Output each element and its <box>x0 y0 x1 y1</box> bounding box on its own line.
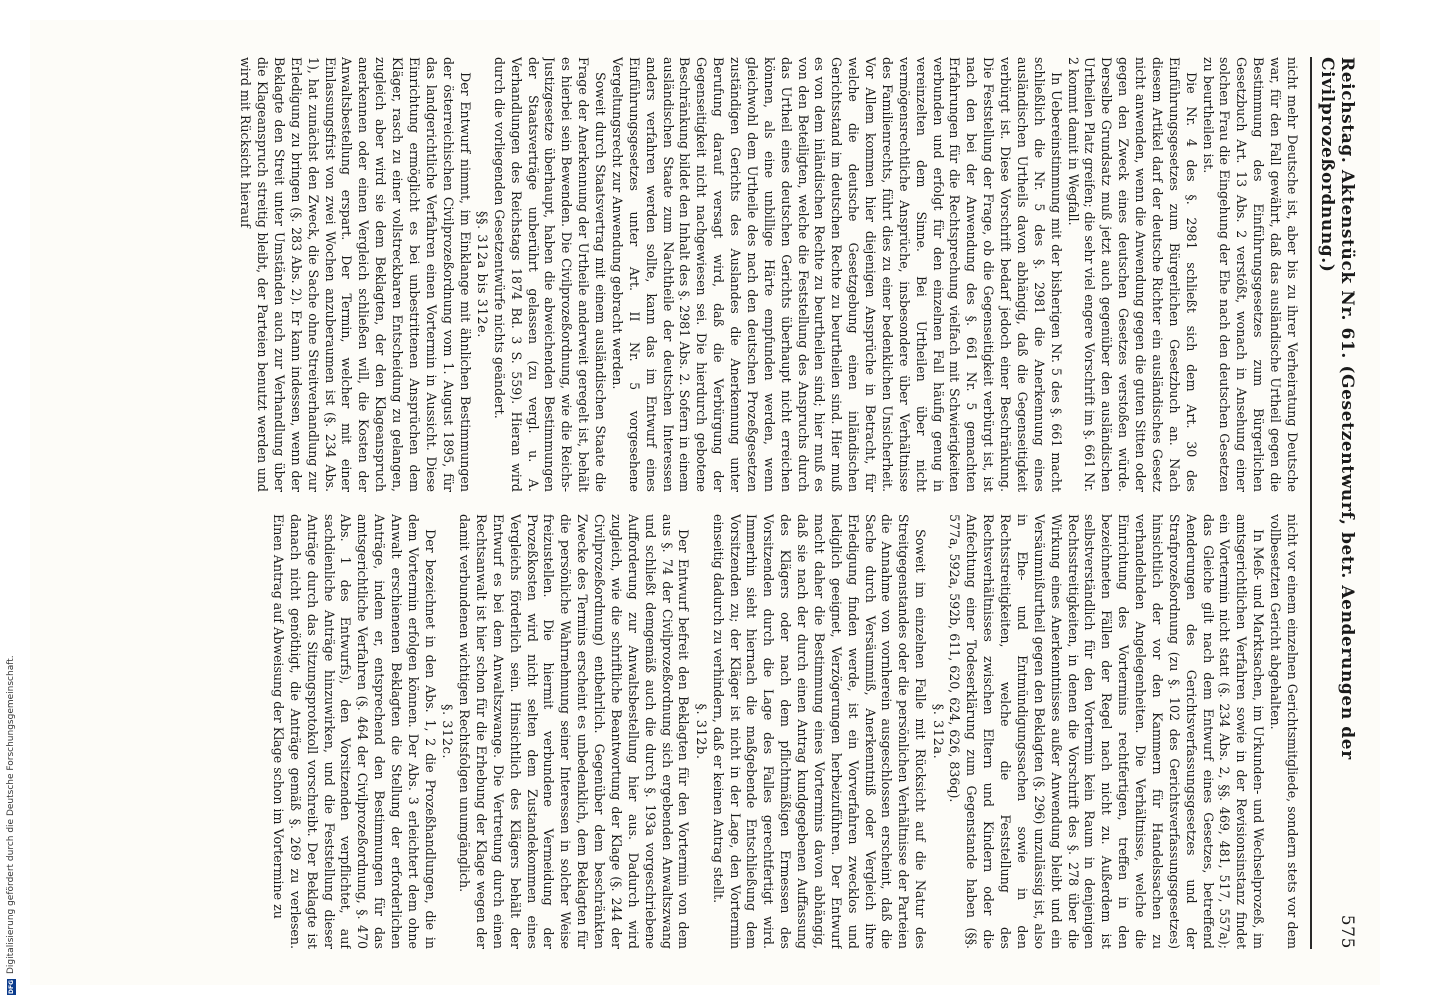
page-number: 575 <box>1337 914 1357 949</box>
scanned-page <box>30 20 1380 985</box>
right-column-section-heading: §. 312b. <box>692 702 708 760</box>
dfg-logo-icon: DFG <box>7 980 15 995</box>
left-column-paragraph: Soweit durch Staatsvertrag mit einem ausländischen Staate die Frage der Anerkennung der Urtheile anderweit geregelt ist, behält es hierbei sein Bewenden. Die Civilprozeßordnung, wie die Reichs-Justizgesetze überhaupt, haben die abweichenden Bestimmungen der Staatsverträge unberührt gelassen (zu vergl. u. A. Verhandlungen des Reichstags 1874 Bd. 3 S. 559). Hieran wird durch die vorliegenden Gesetzentwürfe nichts geändert. <box>491 56 609 492</box>
footer-credit <box>6 655 16 995</box>
left-column-paragraph: Die Nr. 4 des §. 2981 schließt sich dem Art. 30 des Einführungsgesetzes zum Bürgerlichen Gesetzbuch an. Nach diesem Artikel darf der deutsche Richter ein ausländisches Gesetz nicht anwenden, wenn die Anwendung gegen die guten Sitten oder gegen den Zweck eines deutschen Gesetzes verstoßen würde. Derselbe Grundsatz muß jetzt auch gegenüber den ausländischen Urtheilen Platz greifen; die sehr viel engere Vorschrift im §. 661 Nr. 2 kommt damit in Wegfall. <box>1065 56 1199 492</box>
page-title: Reichstag. Aktenstück Nr. 61. (Gesetzentwurf, betr. Aenderungen der Civilprozeßordnung.) <box>1317 56 1357 760</box>
right-column-paragraph: In Meß- und Marktsachen, im Urkunden- und Wechselprozeß, im amtsgerichtlichen Verfahren sowie in der Revisionsinstanz findet ein Vortermin nicht statt (§. 234 Abs. 2, §§. 469, 481, 517, 557a); das Gleiche gilt nach dem Entwurf eines Gesetzes, betreffend Aenderungen des Gerichtsverfassungsgesetzes und der Strafprozeßordnung (zu §. 102 des Gerichtsverfassungsgesetzes) hinsichtlich der vor den Kammern für Handelssachen zu verhandelnden Angelegenheiten. Die Verhältnisse, welche die Einrichtung des Vortermins rechtfertigen, treffen in den bezeichneten Fällen der Regel nach nicht zu. Außerdem ist selbstverständlich für den Vortermin kein Raum in denjenigen Rechtsstreitigkeiten, in denen die Vorschrift des §. 278 über die Wirkung eines Anerkenntnisses außer Anwendung bleibt und ein Versäumnißurtheil gegen den Beklagten (§. 296) unzulässig ist, also in Ehe- und Entmündigungssachen sowie in den Rechtsstreitigkeiten, welche die Feststellung des Rechtsverhältnisses zwischen Eltern und Kindern oder die Anfechtung einer Todeserklärung zum Gegenstande haben (§§. 577a, 592a, 592b, 611, 620, 624, 626, 836q). <box>947 513 1267 949</box>
left-column <box>30 57 1300 492</box>
right-column <box>30 514 1300 949</box>
left-column-section-heading: §§. 312a bis 312e. <box>474 210 489 338</box>
right-column-paragraph: Soweit im einzelnen Falle mit Rücksicht auf die Natur des Streitgegenstandes oder die persönlichen Verhältnisse der Parteien die Annahme von vornherein ausgeschlossen erscheint, daß die Sache durch Versäumniß, Anerkenntniß oder Vergleich ihre Erledigung finden werde, ist ein Vorverfahren zwecklos und lediglich geeignet, Verzögerungen herbeizuführen. Der Entwurf macht daher die Bestimmung eines Vortermins davon abhängig, daß sie nach der durch einen Antrag kundgegebenen Auffassung des Klägers oder nach dem pflichtmäßigen Ermessen des Vorsitzenden durch die Lage des Falles gerechtfertigt wird. Immerhin sieht hiernach die maßgebende Entschließung dem Vorsitzenden zu; der Kläger ist nicht in der Lage, den Vortermin einseitig dadurch zu verhindern, daß er keinen Antrag stellt. <box>710 513 929 949</box>
left-column-paragraph: Der Entwurf nimmt, im Einklange mit ähnlichen Bestimmungen der österreichischen Civilprozeßordnung vom 1. August 1895, für das landgerichtliche Verfahren einen Vortermin in Aussicht. Diese Einrichtung ermöglicht es bei unbestrittenen Ansprüchen dem Kläger, rasch zu einer vollstreckbaren Entscheidung zu gelangen, zugleich aber wird sie dem Beklagten, der den Klageanspruch anerkennen oder einen Vergleich schließen will, die Kosten der Anwaltsbestellung erspart. Der Termin, welcher mit einer Einlassungsfrist von zwei Wochen anzuberaumen ist (§. 234 Abs. 1), hat zunächst den Zweck, die Sache ohne Streitverhandlung zur Erledigung zu bringen (§. 283 Abs. 2). Er kann indessen, wenn der Beklagte den Streit unter Umständen auch zur Verhandlung über die Klageanspruch streitig bleibt, der Parteien benutzt werden und wird mit Rücksicht hierauf <box>238 56 473 492</box>
page-header <box>1310 57 1357 949</box>
right-column-paragraph: Der bezeichnet in den Abs. 1, 2 die Prozeßhandlungen, die in dem Vortermin erfolgen können. Der Abs. 3 erleichtert dem ohne Anwalt erschienenen Beklagten die Stellung der erforderlichen Anträge, indem er, entsprechend den Bestimmungen für das amtsgerichtliche Verfahren (§. 464 der Civilprozeßordnung, §. 470 Abs. 1 des Entwurfs), den Vorsitzenden verpflichtet, auf sachdienliche Anträge hinzuwirken, und die Feststellung dieser Anträge durch das Sitzungsprotokoll vorschreibt. Der Beklagte ist danach nicht genöthigt, die Anträge gemäß §. 269 zu verlesen. Einen Antrag auf Abweisung der Klage schon im Vortermine zu <box>270 513 438 949</box>
right-column-section-heading: §. 312a. <box>929 703 945 759</box>
right-column-section-heading: §. 312c. <box>439 703 455 759</box>
footer-text: Digitalisierung gefördert durch die Deutsche Forschungsgemeinschaft. <box>6 655 16 974</box>
left-column-paragraph: In Uebereinstimmung mit der bisherigen Nr. 5 des §. 661 macht schließlich die Nr. 5 des §. 2981 die Anerkennung eines ausländischen Urtheils davon abhängig, daß die Gegenseitigkeit verbürgt ist. Diese Vorschrift bedarf jedoch einer Beschränkung. Die Feststellung der Frage, ob die Gegenseitigkeit verbürgt ist, ist nach den bei der Anwendung des §. 661 Nr. 5 gemachten Erfahrungen für die Rechtsprechung vielfach mit Schwierigkeiten verbunden und erfolgt für den einzelnen Fall häufig genug in vereinzelten dem Sinne. Bei Urtheilen über nicht vermögensrechtliche Ansprüche, insbesondere über Verhältnisse des Familienrechts, führt dies zu einer bedenklichen Unsicherheit. Vor Allem kommen hier diejenigen Ansprüche in Betracht, für welche die deutsche Gesetzgebung einen inländischen Gerichtsstand im deutschen Rechte zu beurtheilen sind. Hier muß es von dem inländischen Rechte zu beurtheilen sind; hier muß es von den Beteiligten, welche die Feststellung des Anspruchs durch das Urtheil eines deutschen Gerichts überhaupt nicht erreichen können, als eine unbillige Härte empfunden werden, wenn gleichwohl dem Urtheile des nach den deutschen Prozeßgesetzen zuständigen Gerichts des Auslandes die Anerkennung unter Berufung darauf versagt wird, daß die Verbürgung der Gegenseitigkeit nicht nachgewiesen sei. Die hierdurch gebotene Beschränkung bildet den Inhalt des §. 2981 Abs. 2. Sofern in einem ausländischen Staate zum Nachtheile der deutschen Interessen anders verfahren werden sollte, kann das im Entwurf eines Einführungsgesetzes unter Art. II Nr. 5 vorgesehene Vergeltungsrecht zur Anwendung gebracht werden. <box>610 56 1064 492</box>
right-column-paragraph: Der Entwurf befreit den Beklagten für den Vortermin von dem aus §. 74 der Civilprozeßordnung sich ergebenden Anwaltszwang und schließt demgemäß auch die durch §. 193a vorgeschriebene Aufforderung zur Anwaltsbestellung hier aus. Dadurch wird zugleich, wie die schriftliche Beantwortung der Klage (§. 244 der Civilprozeßordnung) entbehrlich. Gegenüber dem beschränkten Zwecke des Termins erscheint es unbedenklich, dem Beklagten für die persönliche Wahrnehmung seiner Interessen in solcher Weise freizustellen. Die hiermit verbundene Vermeidung der Prozeßkosten wird nicht selten dem Zustandekommen eines Vergleichs förderlich sein. Hinsichtlich des Klägers behält der Entwurf es bei dem Anwaltszwange. Die Vertretung durch einen Rechtsanwalt ist hier schon für die Erhebung der Klage wegen der damit verbundenen wichtigen Rechtsfolgen unumgänglich. <box>457 513 692 949</box>
rotated-page <box>35 33 1375 973</box>
text-columns <box>30 57 1300 949</box>
right-column-paragraph: nicht vor einem einzelnen Gerichtsmitgliede, sondern stets vor dem vollbesetzten Gericht abgehalten. <box>1268 513 1300 949</box>
left-column-paragraph: nicht mehr Deutsche ist, aber bis zu ihrer Verheiratung Deutsche war, für den Fall gewährt, daß das ausländische Urtheil gegen die Bestimmung des Einführungsgesetzes zum Bürgerlichen Gesetzbuch Art. 13 Abs. 2 verstößt, wonach in Ansehung einer solchen Frau die Eingehung der Ehe nach den deutschen Gesetzen zu beurtheilen ist. <box>1200 56 1300 492</box>
